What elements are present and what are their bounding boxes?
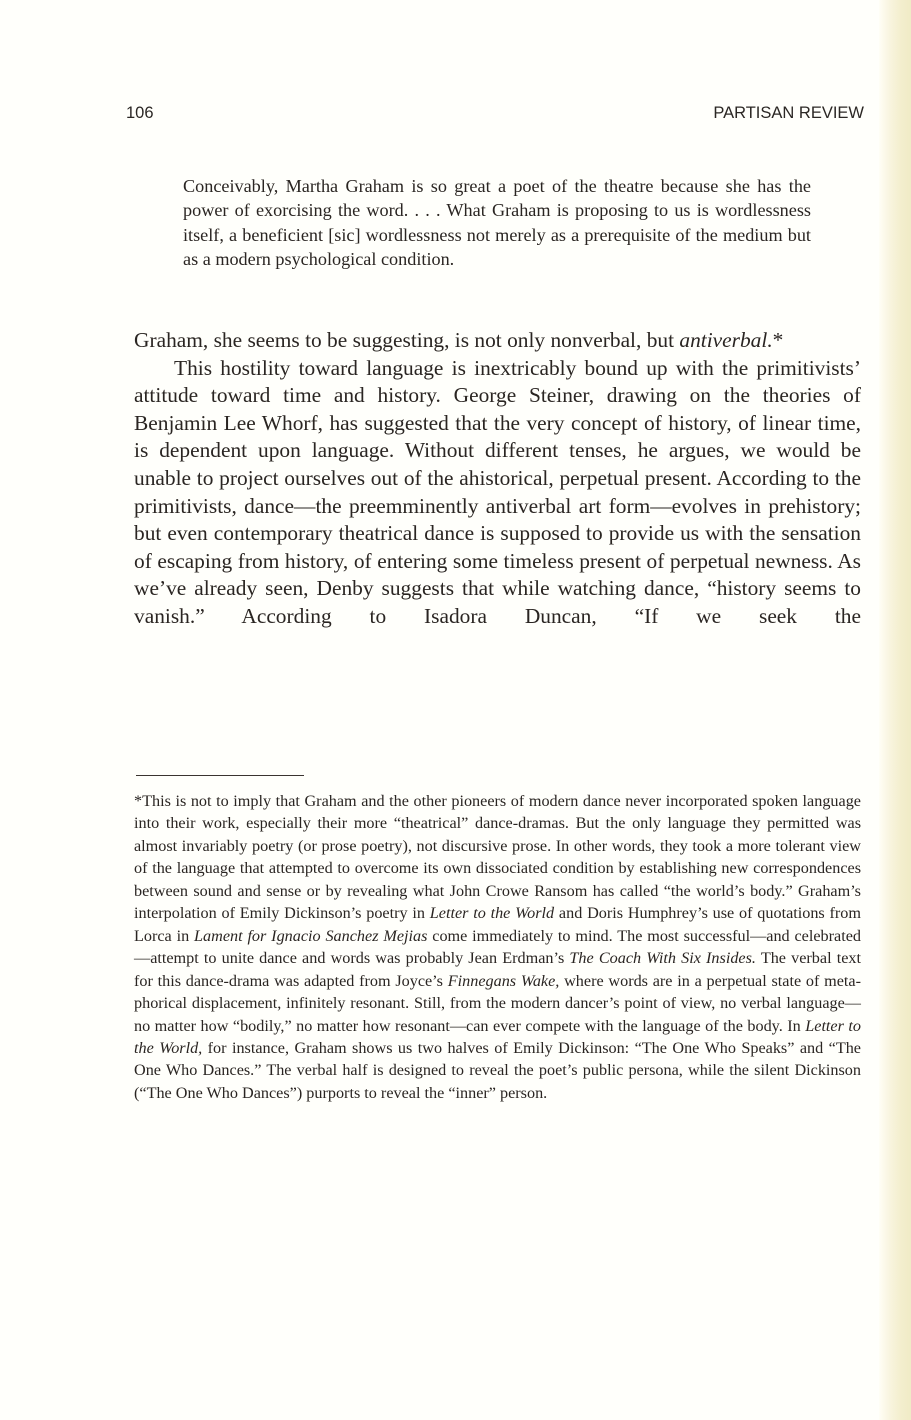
block-quote [183, 174, 811, 272]
footnote-segment: and Doris Humphrey’s use of quotations from Lorca in [134, 904, 861, 945]
block-quote-text: Conceivably, Martha Graham is so great a poet of the theatre because she has the power of exorcising the word. . . . What Graham is proposing to us is wordlessness itself, a beneficient [sic] wordlessness not merely as a prerequisite of the medium but as a modern psychological condition. [183, 176, 811, 270]
work-title: Letter to the World, [134, 1016, 862, 1057]
work-title: Lament for Ignacio Sanchez Mejias [194, 926, 428, 945]
footnote-text [134, 790, 861, 1104]
paragraph-2-text: This hostility toward language is inextricably bound up with the primitivists’ attitude toward time and history. George Steiner, drawing on the theories of Benjamin Lee Whorf, has suggested that the very concept of history, of linear time, is dependent upon language. Without different tenses, he argues, we would be unable to project ourselves out of the ahistorical, perpetual present. According to the primitivists, dance—the preemminently antiverbal art form—evolves in prehistory; but even contemporary theatrical dance is supposed to provide us with the sensation of escaping from history, of entering some timeless present of perpetual newness. As we’ve already seen, Denby suggests that while watching dance, “history seems to vanish.” According to Isadora Duncan, “If we seek the [134, 355, 861, 628]
work-title: Finnegans Wake, [447, 971, 560, 990]
page-header [126, 104, 864, 128]
paragraph-1-italic: antiverbal. [679, 328, 773, 352]
footnote [134, 790, 861, 1104]
page-edge-shadow [879, 0, 911, 1420]
footnote-segment: come immediately to mind. The most successful—and celebrated—attempt to unite dance and words was probably Jean Erdman’s [134, 926, 861, 968]
running-title: PARTISAN REVIEW [713, 104, 864, 122]
paragraph-2 [134, 355, 861, 631]
paragraph-1 [134, 327, 861, 355]
footnote-segment: The verbal text for this dance-drama was adapted from Joyce’s [134, 949, 862, 990]
paragraph-1-text: Graham, she seems to be suggesting, is not only nonverbal, but [134, 328, 680, 352]
footnote-segment: for instance, Graham shows us two halves of Emily Dickinson: “The One Who Speaks” and “The One Who Dances.” The verbal half is designed to reveal the poet’s public persona, while the silent Dickinson (“The One Who Dances”) purports to reveal the “inner” person. [134, 1038, 861, 1102]
work-title: The Coach With Six Insides. [569, 949, 756, 968]
footnote-divider [136, 775, 304, 776]
footnote-mark: * [134, 792, 143, 810]
body-text [134, 327, 861, 631]
footnote-segment: where words are in a perpetual state of metaphorical displacement, infinitely resonant. Still, from the modern dancer’s point of view, no verbal language—no matter how “bodily,” no matter how resonant—can ever compete with the language of the body. In [134, 971, 861, 1035]
footnote-reference: * [772, 328, 784, 352]
page-number: 106 [126, 104, 154, 122]
footnote-segment: This is not to imply that Graham and the other pioneers of modern dance never incorporated spoken language into their work, especially their more “theatrical” dance-dramas. But the only language they permitted was almost invariably poetry (or prose poetry), not discursive prose. In other words, they took a more tolerant view of the language that attempted to overcome its own dissociated condition by establishing new correspondences between sound and sense or by revealing what John Crowe Ransom has called “the world’s body.” Graham’s interpolation of Emily Dickinson’s poetry in [134, 792, 861, 923]
work-title: Letter to the World [429, 904, 555, 923]
